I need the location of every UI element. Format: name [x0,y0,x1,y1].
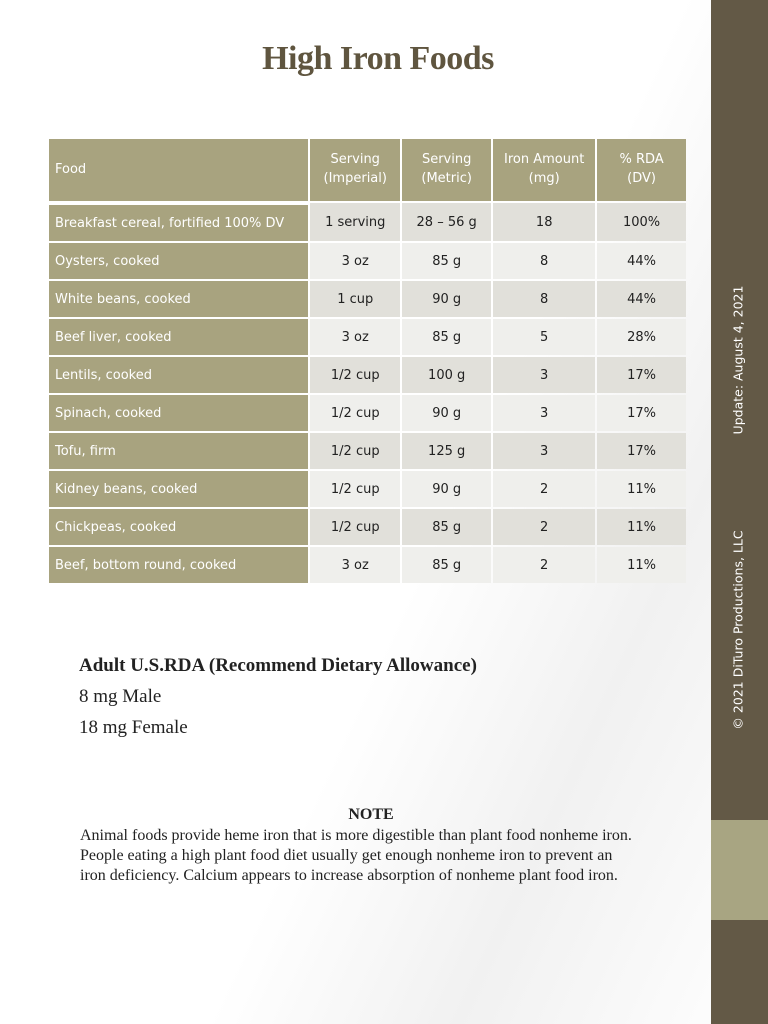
cell-serving-metric: 90 g [402,281,491,317]
cell-rda: 11% [597,509,686,545]
table-header-row [49,139,686,201]
table-row [49,433,686,469]
cell-rda: 11% [597,547,686,583]
cell-rda: 28% [597,319,686,355]
cell-serving-imperial: 1 cup [310,281,400,317]
cell-serving-metric: 125 g [402,433,491,469]
cell-serving-imperial: 3 oz [310,243,400,279]
cell-serving-metric: 85 g [402,243,491,279]
cell-serving-imperial: 1 serving [310,203,400,241]
cell-serving-metric: 85 g [402,319,491,355]
cell-food: Beef liver, cooked [49,319,308,355]
table-row [49,319,686,355]
cell-rda: 44% [597,243,686,279]
cell-rda: 11% [597,471,686,507]
cell-food: Spinach, cooked [49,395,308,431]
cell-food: Kidney beans, cooked [49,471,308,507]
rda-female: 18 mg Female [79,717,188,738]
cell-iron-amount: 3 [493,433,595,469]
table-row [49,471,686,507]
cell-rda: 100% [597,203,686,241]
cell-serving-imperial: 3 oz [310,547,400,583]
cell-food: Beef, bottom round, cooked [49,547,308,583]
note-body: Animal foods provide heme iron that is more digestible than plant food nonheme iron. People eating a high plant food diet usually get enough nonheme iron to prevent an iron deficiency. Calcium appears to increase absorption of nonheme plant food iron. [80,827,632,884]
cell-serving-metric: 28 – 56 g [402,203,491,241]
table-row [49,357,686,393]
cell-food: Lentils, cooked [49,357,308,393]
cell-iron-amount: 2 [493,509,595,545]
cell-iron-amount: 3 [493,357,595,393]
cell-iron-amount: 8 [493,281,595,317]
cell-serving-imperial: 1/2 cup [310,357,400,393]
cell-rda: 17% [597,357,686,393]
table-row [49,395,686,431]
copyright-notice: © 2021 DiTuro Productions, LLC [730,530,746,730]
table-row [49,547,686,583]
sidebar-accent-block [711,820,768,920]
header-iron-amount: Iron Amount (mg) [493,139,595,201]
header-serving-imperial: Serving (Imperial) [310,139,400,201]
cell-iron-amount: 5 [493,319,595,355]
rda-heading: Adult U.S.RDA (Recommend Dietary Allowance) [79,655,477,676]
cell-serving-imperial: 1/2 cup [310,471,400,507]
header-serving-metric: Serving (Metric) [402,139,491,201]
table-row [49,203,686,241]
cell-rda: 17% [597,433,686,469]
cell-serving-imperial: 1/2 cup [310,433,400,469]
cell-iron-amount: 2 [493,547,595,583]
header-rda: % RDA (DV) [597,139,686,201]
page-title: High Iron Foods [262,40,494,77]
rda-section [79,655,477,748]
table-row [49,509,686,545]
cell-food: Tofu, firm [49,433,308,469]
table-row [49,281,686,317]
cell-serving-metric: 90 g [402,471,491,507]
cell-serving-metric: 85 g [402,547,491,583]
cell-food: White beans, cooked [49,281,308,317]
update-date: Update: August 4, 2021 [730,285,746,435]
cell-rda: 17% [597,395,686,431]
iron-foods-table [47,137,688,585]
cell-iron-amount: 2 [493,471,595,507]
cell-serving-metric: 85 g [402,509,491,545]
cell-iron-amount: 8 [493,243,595,279]
cell-food: Chickpeas, cooked [49,509,308,545]
cell-rda: 44% [597,281,686,317]
cell-iron-amount: 3 [493,395,595,431]
cell-serving-imperial: 3 oz [310,319,400,355]
header-food: Food [49,139,308,201]
cell-serving-metric: 90 g [402,395,491,431]
table-row [49,243,686,279]
cell-food: Breakfast cereal, fortified 100% DV [49,203,308,241]
cell-food: Oysters, cooked [49,243,308,279]
cell-serving-metric: 100 g [402,357,491,393]
cell-serving-imperial: 1/2 cup [310,509,400,545]
cell-iron-amount: 18 [493,203,595,241]
cell-serving-imperial: 1/2 cup [310,395,400,431]
note-heading: NOTE [348,806,394,823]
rda-male: 8 mg Male [79,686,162,707]
